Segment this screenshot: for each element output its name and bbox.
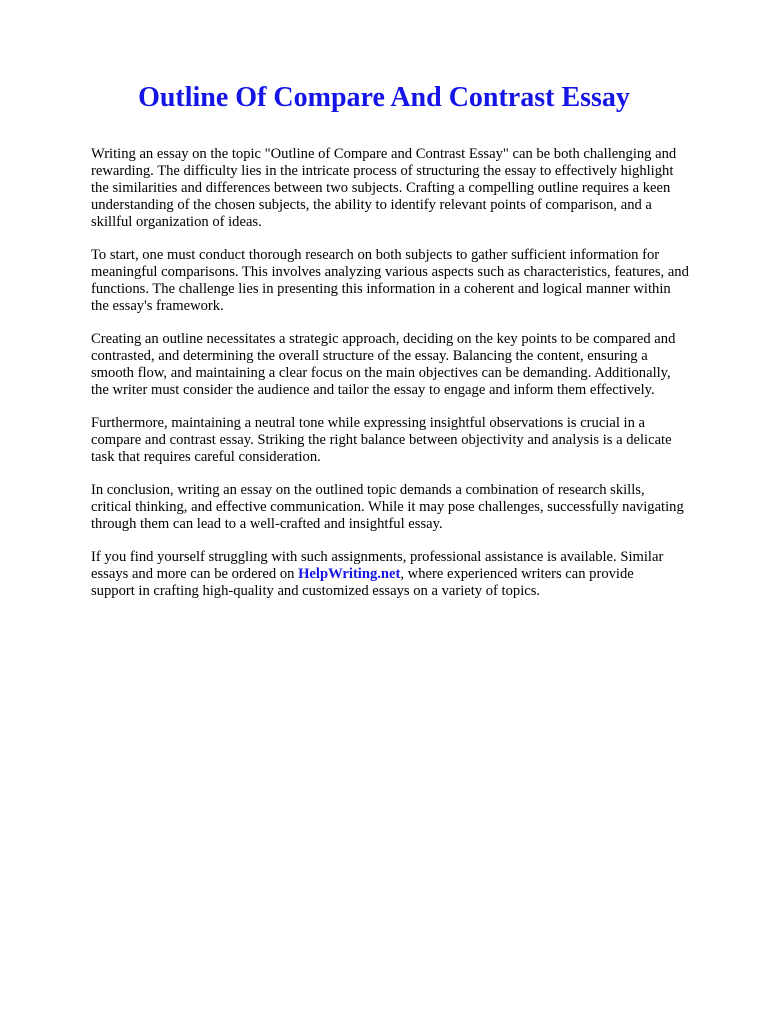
page-title: Outline Of Compare And Contrast Essay [138, 82, 630, 113]
paragraph-1 [91, 146, 731, 231]
text-line: the similarities and differences between two subjects. Crafting a compelling outline requires a keen [91, 180, 671, 196]
text-line: meaningful comparisons. This involves analyzing various aspects such as characteristics, features, and [91, 264, 689, 280]
helpwriting-link[interactable]: HelpWriting.net [298, 566, 401, 582]
essay-body [91, 146, 731, 616]
text-line: through them can lead to a well-crafted and insightful essay. [91, 516, 443, 532]
text-line: understanding of the chosen subjects, the ability to identify relevant points of comparison, and a [91, 197, 652, 213]
text-line: support in crafting high-quality and customized essays on a variety of topics. [91, 583, 541, 599]
paragraph-3 [91, 331, 731, 399]
text-line: Furthermore, maintaining a neutral tone while expressing insightful observations is crucial in a [91, 415, 646, 431]
text-line: Creating an outline necessitates a strategic approach, deciding on the key points to be compared and [91, 331, 676, 347]
text-line: skillful organization of ideas. [91, 214, 262, 230]
paragraph-6 [91, 549, 731, 600]
text-line: If you find yourself struggling with such assignments, professional assistance is available. Similar [91, 549, 664, 565]
text-line: Writing an essay on the topic "Outline of Compare and Contrast Essay" can be both challenging and [91, 146, 677, 162]
paragraph-4 [91, 415, 731, 466]
text-line: contrasted, and determining the overall structure of the essay. Balancing the content, ensuring a [91, 348, 648, 364]
text-line: critical thinking, and effective communication. While it may pose challenges, successfully navigating [91, 499, 684, 515]
text-line: the essay's framework. [91, 298, 224, 314]
text-line: functions. The challenge lies in presenting this information in a coherent and logical manner within [91, 281, 671, 297]
text-line: In conclusion, writing an essay on the outlined topic demands a combination of research skills, [91, 482, 645, 498]
paragraph-2 [91, 247, 731, 315]
text-line: To start, one must conduct thorough research on both subjects to gather sufficient information for [91, 247, 660, 263]
text-line: rewarding. The difficulty lies in the intricate process of structuring the essay to effectively highlight [91, 163, 674, 179]
text-line: task that requires careful consideration. [91, 449, 321, 465]
text-line: smooth flow, and maintaining a clear focus on the main objectives can be demanding. Additionally, [91, 365, 671, 381]
text-line: compare and contrast essay. Striking the right balance between objectivity and analysis is a delicate [91, 432, 672, 448]
text-segment: , where experienced writers can provide [400, 566, 634, 582]
text-segment: essays and more can be ordered on [91, 566, 299, 582]
paragraph-5 [91, 482, 731, 533]
text-line: the writer must consider the audience and tailor the essay to engage and inform them effectively. [91, 382, 655, 398]
text-line-with-link [91, 566, 731, 583]
